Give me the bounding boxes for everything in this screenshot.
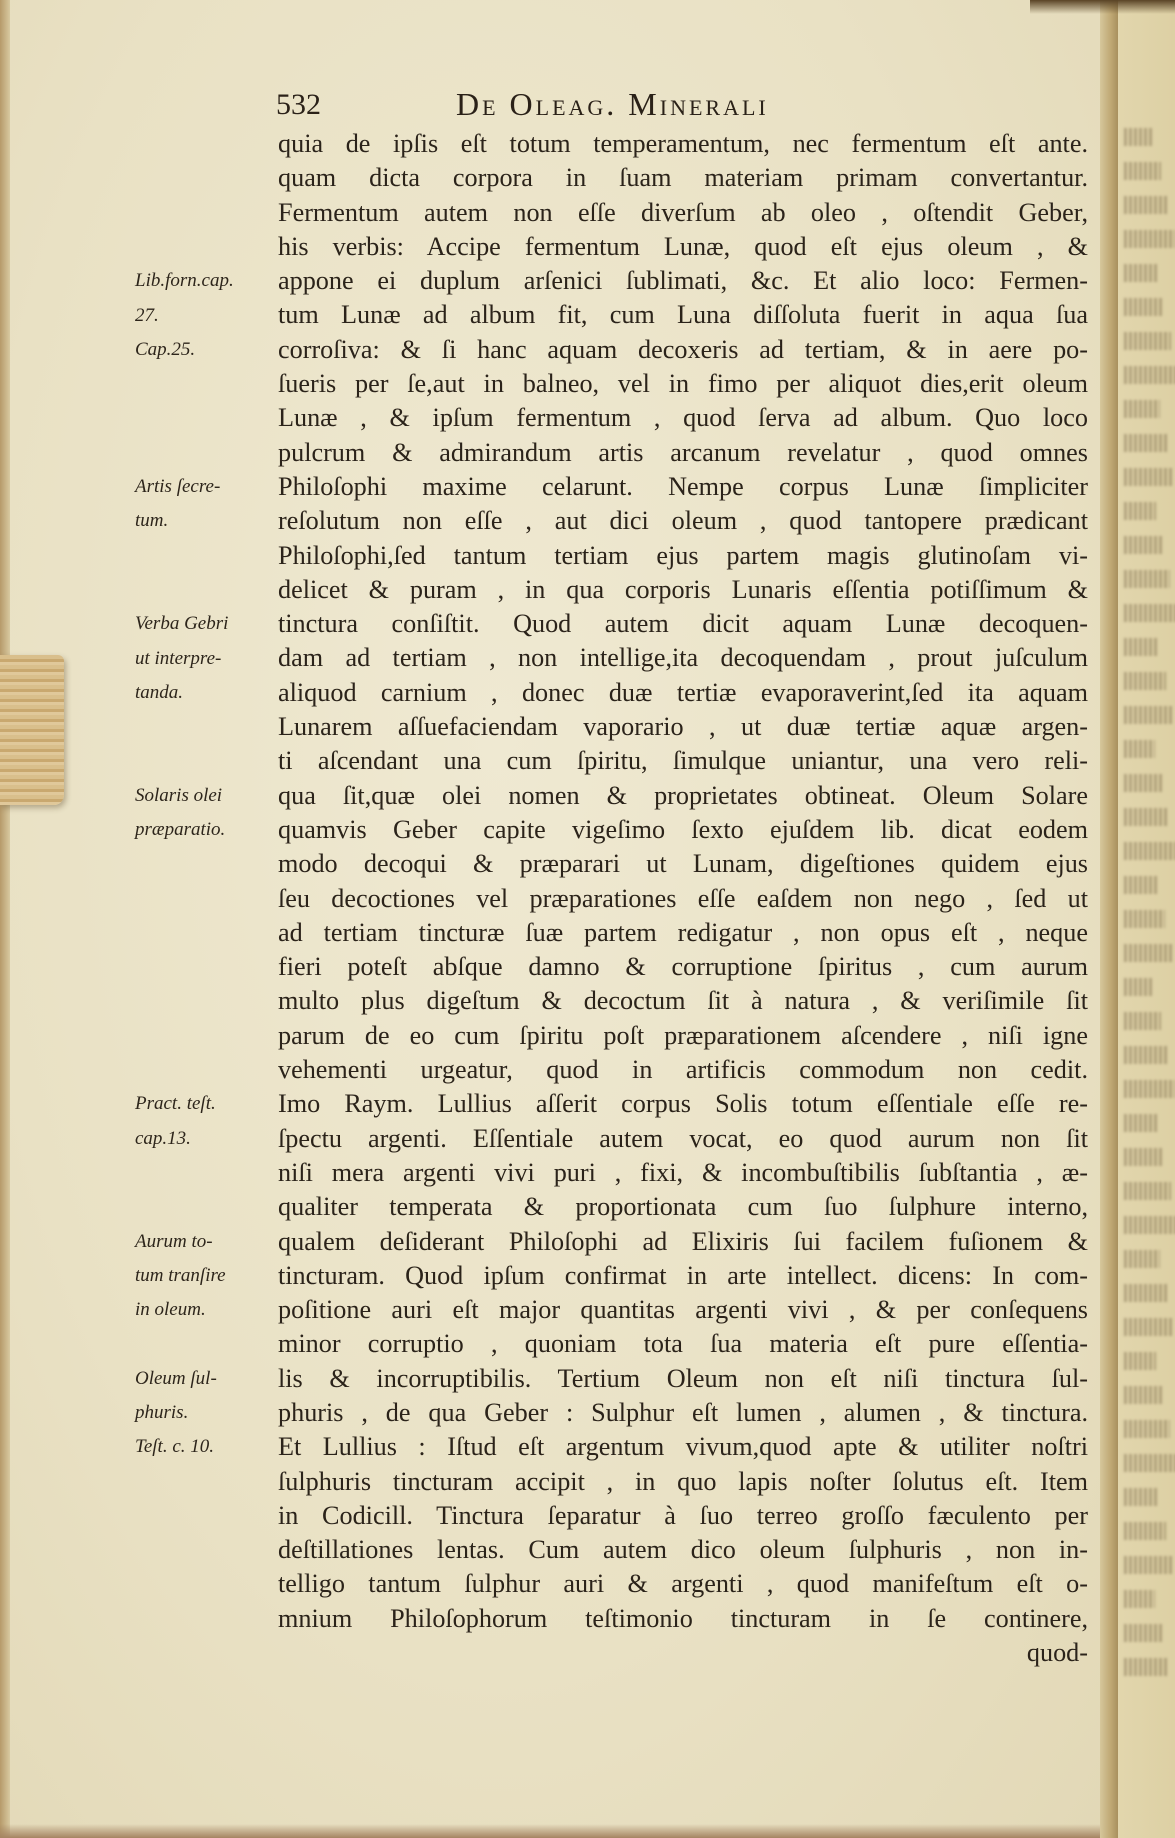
adjacent-page-text-bleed	[1124, 1590, 1155, 1608]
text-line: ſueris per ſe,aut in balneo, vel in fimo per aliquot dies,erit oleum	[278, 369, 1088, 399]
text-line: aliquod carnium , donec duæ tertiæ evaporaverint,ſed ita aquam	[278, 677, 1088, 707]
adjacent-page-text-bleed	[1124, 706, 1173, 724]
text-line: poſitione auri eſt major quantitas argenti vivi , & per conſequens	[278, 1295, 1088, 1325]
adjacent-page-text-bleed	[1124, 434, 1167, 452]
adjacent-page-text-bleed	[1124, 1556, 1173, 1574]
adjacent-page-text-bleed	[1124, 400, 1160, 418]
text-line: deſtillationes lentas. Cum autem dico oleum ſulphuris , non in-	[278, 1535, 1088, 1565]
adjacent-page-text-bleed	[1124, 264, 1157, 282]
text-line: phuris , de qua Geber : Sulphur eſt lumen , alumen , & tinctura.	[278, 1397, 1088, 1427]
adjacent-page-text-bleed	[1124, 774, 1162, 792]
adjacent-page-text-bleed	[1124, 502, 1156, 520]
text-line: quam dicta corpora in ſuam materiam primam convertantur.	[278, 163, 1088, 193]
text-line: ſulphuris tincturam accipit , in quo lapis noſter ſolutus eſt. Item	[278, 1466, 1088, 1496]
adjacent-page-text-bleed	[1124, 1488, 1159, 1506]
text-line: quamvis Geber capite vigeſimo ſexto ejuſdem lib. dicat eodem	[278, 814, 1088, 844]
adjacent-page-text-bleed	[1124, 842, 1175, 860]
binding-thread	[0, 655, 64, 805]
text-line: ad tertiam tincturæ ſuæ partem redigatur , non opus eſt , neque	[278, 917, 1088, 947]
book-gutter	[1100, 0, 1118, 1838]
adjacent-page-text-bleed	[1124, 1046, 1168, 1064]
text-line: pulcrum & admirandum artis arcanum revelatur , quod omnes	[278, 437, 1088, 467]
adjacent-page-text-bleed	[1124, 638, 1159, 656]
text-line: Imo Raym. Lullius aſſerit corpus Solis totum eſſentiale eſſe re-	[278, 1089, 1088, 1119]
adjacent-page-text-bleed	[1124, 1012, 1161, 1030]
text-line: qualem deſiderant Philoſophi ad Elixiris ſui facilem fuſionem &	[278, 1226, 1088, 1256]
adjacent-page-text-bleed	[1124, 944, 1172, 962]
adjacent-page-text-bleed	[1124, 876, 1158, 894]
margin-note: Teſt. c. 10.	[135, 1436, 214, 1458]
text-line: ſpectu argenti. Eſſentiale autem vocat, eo quod aurum non ſit	[278, 1123, 1088, 1153]
adjacent-page-text-bleed	[1124, 1386, 1163, 1404]
top-shadow	[1030, 0, 1175, 14]
text-line: ſeu decoctiones vel præparationes eſſe eaſdem non nego , ſed ut	[278, 883, 1088, 913]
text-line: in Codicill. Tinctura ſeparatur à ſuo terreo groſſo fæculento per	[278, 1500, 1088, 1530]
text-line: corroſiva: & ſi hanc aquam decoxeris ad tertiam, & in aere po-	[278, 334, 1088, 364]
margin-note: Solaris olei	[135, 784, 223, 806]
binding-edge	[0, 0, 10, 1838]
text-line: Philoſophi,ſed tantum tertiam ejus partem magis glutinoſam vi-	[278, 540, 1088, 570]
text-line: reſolutum non eſſe , aut dici oleum , quod tantopere prædicant	[278, 506, 1088, 536]
text-line: tinctura conſiſtit. Quod autem dicit aquam Lunæ decoquen-	[278, 609, 1088, 639]
adjacent-page-text-bleed	[1124, 1454, 1175, 1472]
margin-note: Verba Gebri	[135, 613, 229, 635]
text-line: his verbis: Accipe fermentum Lunæ, quod eſt ejus oleum , &	[278, 231, 1088, 261]
margin-note: tanda.	[135, 681, 184, 703]
adjacent-page-text-bleed	[1124, 604, 1175, 622]
adjacent-page-text-bleed	[1124, 978, 1154, 996]
margin-note: Lib.forn.cap.	[135, 270, 234, 292]
text-line: modo decoqui & præparari ut Lunam, digeſtiones quidem ejus	[278, 849, 1088, 879]
adjacent-page-text-bleed	[1124, 672, 1166, 690]
text-line: Lunarem aſſuefaciendam vaporario , ut duæ tertiæ aquæ argen-	[278, 712, 1088, 742]
text-line: Fermentum autem non eſſe diverſum ab oleo , oſtendit Geber,	[278, 197, 1088, 227]
margin-note: cap.13.	[135, 1127, 191, 1149]
text-line: tum Lunæ ad album fit, cum Luna diſſoluta fuerit in aqua ſua	[278, 300, 1088, 330]
adjacent-page-text-bleed	[1124, 1522, 1166, 1540]
text-line: qualiter temperata & proportionata cum ſuo ſulphure interno,	[278, 1192, 1088, 1222]
adjacent-page-text-bleed	[1124, 468, 1174, 486]
adjacent-page-text-bleed	[1124, 332, 1171, 350]
margin-note: in oleum.	[135, 1299, 206, 1321]
margin-note: præparatio.	[135, 819, 226, 840]
adjacent-page-text-bleed	[1124, 1216, 1175, 1234]
adjacent-page-text-bleed	[1124, 1284, 1167, 1302]
page-number: 532	[276, 88, 321, 121]
adjacent-page-text-bleed	[1124, 808, 1169, 826]
adjacent-page-text-bleed	[1124, 128, 1154, 146]
adjacent-page-text-bleed	[1124, 910, 1165, 928]
margin-note: Cap.25.	[135, 338, 196, 360]
margin-note: Artis ſecre-	[135, 476, 221, 497]
text-line: telligo tantum ſulphur auri & argenti , quod manifeſtum eſt o-	[278, 1569, 1088, 1599]
margin-note: phuris.	[135, 1402, 189, 1424]
text-line: tincturam. Quod ipſum confirmat in arte intellect. dicens: In com-	[278, 1260, 1088, 1290]
text-line: multo plus digeſtum & decoctum ſit à natura , & veriſimile ſit	[278, 986, 1088, 1016]
text-line: Et Lullius : Iſtud eſt argentum vivum,quod apte & utiliter noſtri	[278, 1432, 1088, 1462]
adjacent-page-text-bleed	[1124, 1318, 1174, 1336]
text-line: vehementi urgeatur, quod in artificis commodum non cedit.	[278, 1055, 1088, 1085]
margin-note: tum.	[135, 510, 169, 532]
margin-note: ut interpre-	[135, 647, 222, 669]
adjacent-page-text-bleed	[1124, 740, 1155, 758]
adjacent-page-edge	[1118, 0, 1175, 1838]
margin-note: tum tranſire	[135, 1264, 226, 1286]
adjacent-page-text-bleed	[1124, 196, 1168, 214]
text-line: Philoſophi maxime celarunt. Nempe corpus Lunæ ſimpliciter	[278, 471, 1088, 501]
adjacent-page-text-bleed	[1124, 570, 1170, 588]
adjacent-page-text-bleed	[1124, 298, 1164, 316]
adjacent-page-text-bleed	[1124, 1182, 1171, 1200]
adjacent-page-text-bleed	[1124, 162, 1161, 180]
text-line: parum de eo cum ſpiritu poſt præparationem aſcendere , niſi igne	[278, 1020, 1088, 1050]
adjacent-page-text-bleed	[1124, 1148, 1164, 1166]
margin-note: Pract. teſt.	[135, 1093, 216, 1115]
text-line: appone ei duplum arſenici ſublimati, &c. Et alio loco: Fermen-	[278, 266, 1088, 296]
margin-note: Oleum ſul-	[135, 1367, 217, 1389]
adjacent-page-text-bleed	[1124, 1080, 1175, 1098]
text-line: delicet & puram , in qua corporis Lunaris eſſentia potiſſimum &	[278, 574, 1088, 604]
adjacent-page-text-bleed	[1124, 1658, 1169, 1676]
adjacent-page-text-bleed	[1124, 1352, 1156, 1370]
text-line: mnium Philoſophorum teſtimonio tincturam in ſe continere,	[278, 1603, 1088, 1633]
adjacent-page-text-bleed	[1124, 536, 1163, 554]
adjacent-page-text-bleed	[1124, 366, 1175, 384]
adjacent-page-text-bleed	[1124, 230, 1175, 248]
running-head	[276, 86, 1096, 126]
text-line: Lunæ , & ipſum fermentum , quod ſerva ad album. Quo loco	[278, 403, 1088, 433]
running-head-title: De Oleag. Minerali	[456, 86, 769, 122]
page-bottom-edge	[0, 1824, 1118, 1838]
body-text	[278, 127, 1088, 1670]
margin-note: 27.	[135, 304, 159, 326]
text-line: dam ad tertiam , non intellige,ita decoquendam , prout juſculum	[278, 643, 1088, 673]
catchword: quod-	[1026, 1638, 1088, 1668]
text-line: quia de ipſis eſt totum temperamentum, nec fermentum eſt ante.	[278, 129, 1088, 158]
text-line: qua ſit,quæ olei nomen & proprietates obtineat. Oleum Solare	[278, 780, 1088, 810]
margin-note: Aurum to-	[135, 1230, 213, 1252]
text-line: ti aſcendant una cum ſpiritu, ſimulque uniantur, una vero reli-	[278, 746, 1088, 776]
text-line: niſi mera argenti vivi puri , fixi, & incombuſtibilis ſubſtantia , æ-	[278, 1157, 1088, 1187]
text-line: lis & incorruptibilis. Tertium Oleum non eſt niſi tinctura ſul-	[278, 1363, 1088, 1393]
adjacent-page-text-bleed	[1124, 1114, 1157, 1132]
adjacent-page-text-bleed	[1124, 1250, 1160, 1268]
text-line: fieri poteſt abſque damno & corruptione ſpiritus , cum aurum	[278, 952, 1088, 982]
text-line: minor corruptio , quoniam tota ſua materia eſt pure eſſentia-	[278, 1329, 1088, 1359]
adjacent-page-text-bleed	[1124, 1624, 1162, 1642]
adjacent-page-text-bleed	[1124, 1420, 1170, 1438]
